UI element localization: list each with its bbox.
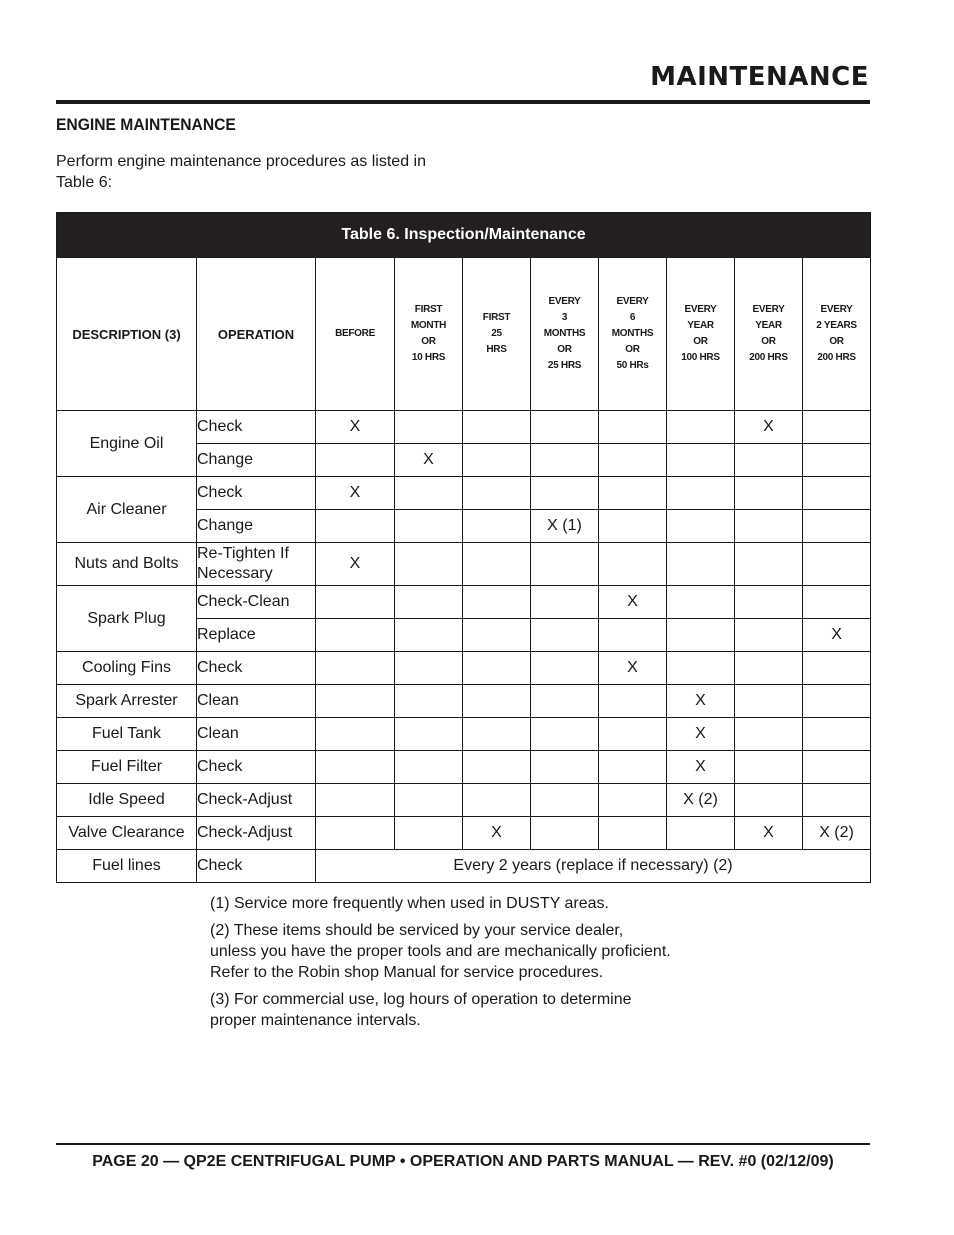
interval-mark xyxy=(463,543,531,586)
footnote xyxy=(210,920,671,983)
footnote-line: Refer to the Robin shop Manual for service procedures. xyxy=(210,964,604,981)
interval-mark: X xyxy=(316,477,395,510)
interval-mark xyxy=(803,784,871,817)
header-line: FIRST xyxy=(482,312,511,323)
table-row xyxy=(57,411,871,444)
interval-mark xyxy=(599,477,667,510)
footnote xyxy=(210,893,671,914)
interval-mark xyxy=(395,685,463,718)
interval-mark xyxy=(667,586,735,619)
row-operation: Check xyxy=(197,411,316,444)
header-line: MONTHS xyxy=(543,328,586,339)
intro-line: Perform engine maintenance procedures as listed in xyxy=(56,153,426,170)
interval-mark xyxy=(531,477,599,510)
header-line: 200 HRS xyxy=(749,352,788,363)
header-line: EVERY xyxy=(548,296,581,307)
interval-mark xyxy=(395,619,463,652)
table-notes xyxy=(210,893,671,1037)
header-line: OR xyxy=(421,336,436,347)
table-caption: Table 6. Inspection/Maintenance xyxy=(57,213,871,258)
interval-mark xyxy=(463,619,531,652)
table-row xyxy=(57,543,871,586)
interval-mark xyxy=(463,751,531,784)
table-row xyxy=(57,751,871,784)
interval-mark: X xyxy=(735,411,803,444)
interval-mark xyxy=(735,784,803,817)
interval-mark xyxy=(667,543,735,586)
interval-mark: X xyxy=(599,652,667,685)
interval-mark xyxy=(599,817,667,850)
interval-mark: X xyxy=(599,586,667,619)
interval-mark xyxy=(803,477,871,510)
interval-mark xyxy=(395,510,463,543)
interval-mark xyxy=(599,751,667,784)
interval-mark xyxy=(599,543,667,586)
interval-mark xyxy=(531,784,599,817)
row-description: Fuel Filter xyxy=(57,751,197,784)
interval-mark xyxy=(735,510,803,543)
header-line: EVERY xyxy=(616,296,649,307)
header-line: 50 HRs xyxy=(616,360,649,371)
column-header-operation: OPERATION xyxy=(197,258,316,411)
interval-mark xyxy=(316,444,395,477)
interval-span-note: Every 2 years (replace if necessary) (2) xyxy=(316,850,871,883)
column-header-interval xyxy=(531,258,599,411)
footer-rule xyxy=(56,1143,870,1145)
interval-mark xyxy=(667,411,735,444)
interval-mark xyxy=(463,444,531,477)
column-header-interval xyxy=(735,258,803,411)
header-line: MONTHS xyxy=(611,328,654,339)
page-title: MAINTENANCE xyxy=(650,62,869,92)
row-description: Spark Plug xyxy=(57,586,197,652)
interval-mark xyxy=(599,718,667,751)
header-line: YEAR xyxy=(687,320,714,331)
row-operation: Clean xyxy=(197,685,316,718)
interval-mark xyxy=(803,685,871,718)
table-row xyxy=(57,817,871,850)
row-operation: Check xyxy=(197,477,316,510)
interval-mark: X xyxy=(667,718,735,751)
interval-mark xyxy=(316,685,395,718)
interval-mark xyxy=(531,619,599,652)
header-line: 10 HRS xyxy=(411,352,446,363)
interval-mark xyxy=(667,817,735,850)
interval-mark xyxy=(531,718,599,751)
header-line: 100 HRS xyxy=(681,352,720,363)
interval-mark: X xyxy=(395,444,463,477)
header-line: 200 HRS xyxy=(817,352,856,363)
intro-line: Table 6: xyxy=(56,174,113,191)
row-operation: Check xyxy=(197,850,316,883)
row-operation: Check-Clean xyxy=(197,586,316,619)
interval-mark xyxy=(803,586,871,619)
interval-mark xyxy=(395,411,463,444)
header-line: 6 xyxy=(629,312,636,323)
interval-mark xyxy=(395,718,463,751)
interval-mark: X xyxy=(735,817,803,850)
row-operation: Change xyxy=(197,510,316,543)
interval-mark xyxy=(735,751,803,784)
interval-mark xyxy=(395,477,463,510)
maintenance-table xyxy=(56,212,871,883)
interval-mark xyxy=(735,477,803,510)
operation-line: Necessary xyxy=(197,565,273,582)
header-line: 2 YEARS xyxy=(816,320,857,331)
column-header-interval xyxy=(395,258,463,411)
interval-mark xyxy=(735,444,803,477)
table-row xyxy=(57,586,871,619)
table-row xyxy=(57,718,871,751)
interval-mark xyxy=(316,784,395,817)
column-header-description: DESCRIPTION (3) xyxy=(57,258,197,411)
operation-line: Re-Tighten If xyxy=(197,545,289,562)
header-line: EVERY xyxy=(684,304,717,315)
row-operation: Check-Adjust xyxy=(197,817,316,850)
row-operation xyxy=(197,543,316,586)
interval-mark xyxy=(803,543,871,586)
interval-mark xyxy=(395,652,463,685)
interval-mark xyxy=(316,817,395,850)
interval-mark xyxy=(735,543,803,586)
row-description: Engine Oil xyxy=(57,411,197,477)
interval-mark: X xyxy=(316,411,395,444)
interval-mark xyxy=(316,751,395,784)
page-footer: PAGE 20 — QP2E CENTRIFUGAL PUMP • OPERATION AND PARTS MANUAL — REV. #0 (02/12/09) xyxy=(92,1153,834,1170)
interval-mark xyxy=(599,685,667,718)
interval-mark: X (1) xyxy=(531,510,599,543)
interval-mark: X xyxy=(803,619,871,652)
interval-mark xyxy=(735,685,803,718)
row-description: Air Cleaner xyxy=(57,477,197,543)
interval-mark xyxy=(316,652,395,685)
interval-mark xyxy=(463,411,531,444)
interval-mark xyxy=(395,543,463,586)
header-line: 3 xyxy=(561,312,568,323)
header-line: OR xyxy=(557,344,572,355)
row-operation: Check xyxy=(197,652,316,685)
footnote-line: (1) Service more frequently when used in DUSTY areas. xyxy=(210,895,609,912)
interval-mark xyxy=(803,444,871,477)
header-rule xyxy=(56,100,870,104)
interval-mark xyxy=(463,784,531,817)
header-line: OR xyxy=(761,336,776,347)
interval-mark xyxy=(531,444,599,477)
row-operation: Change xyxy=(197,444,316,477)
row-description: Valve Clearance xyxy=(57,817,197,850)
column-header-interval xyxy=(599,258,667,411)
header-line: OR xyxy=(829,336,844,347)
interval-mark xyxy=(531,751,599,784)
header-line: EVERY xyxy=(752,304,785,315)
interval-mark xyxy=(463,718,531,751)
column-header-interval xyxy=(803,258,871,411)
footnote-line: (2) These items should be serviced by your service dealer, xyxy=(210,922,624,939)
interval-mark xyxy=(599,784,667,817)
interval-mark xyxy=(803,510,871,543)
column-header-interval xyxy=(463,258,531,411)
table-row xyxy=(57,652,871,685)
interval-mark: X (2) xyxy=(803,817,871,850)
row-description: Fuel Tank xyxy=(57,718,197,751)
table-row xyxy=(57,477,871,510)
row-operation: Check-Adjust xyxy=(197,784,316,817)
interval-mark: X xyxy=(667,751,735,784)
row-operation: Clean xyxy=(197,718,316,751)
interval-mark xyxy=(463,652,531,685)
interval-mark xyxy=(667,477,735,510)
interval-mark xyxy=(599,411,667,444)
interval-mark xyxy=(599,619,667,652)
column-header-interval xyxy=(316,258,395,411)
row-operation: Replace xyxy=(197,619,316,652)
row-operation: Check xyxy=(197,751,316,784)
header-line: YEAR xyxy=(755,320,782,331)
row-description: Cooling Fins xyxy=(57,652,197,685)
interval-mark xyxy=(531,586,599,619)
interval-mark xyxy=(599,444,667,477)
footnote-line: proper maintenance intervals. xyxy=(210,1012,421,1029)
interval-mark xyxy=(395,817,463,850)
header-line: HRS xyxy=(486,344,507,355)
interval-mark xyxy=(735,619,803,652)
header-line: 25 xyxy=(491,328,502,339)
header-line: EVERY xyxy=(820,304,853,315)
interval-mark xyxy=(667,619,735,652)
interval-mark: X xyxy=(667,685,735,718)
interval-mark xyxy=(803,751,871,784)
interval-mark xyxy=(316,718,395,751)
interval-mark xyxy=(531,543,599,586)
footnote-line: unless you have the proper tools and are mechanically proficient. xyxy=(210,943,671,960)
interval-mark xyxy=(531,411,599,444)
interval-mark xyxy=(803,652,871,685)
row-description: Nuts and Bolts xyxy=(57,543,197,586)
interval-mark xyxy=(803,411,871,444)
interval-mark xyxy=(316,586,395,619)
table-row xyxy=(57,685,871,718)
interval-mark xyxy=(667,652,735,685)
header-line: OR xyxy=(625,344,640,355)
header-line: FIRST xyxy=(414,304,443,315)
interval-mark xyxy=(531,817,599,850)
table-row xyxy=(57,850,871,883)
table-row xyxy=(57,784,871,817)
interval-mark xyxy=(395,751,463,784)
interval-mark xyxy=(531,652,599,685)
header-line: OR xyxy=(693,336,708,347)
column-header-interval xyxy=(667,258,735,411)
interval-mark: X xyxy=(316,543,395,586)
interval-mark xyxy=(316,510,395,543)
section-heading: ENGINE MAINTENANCE xyxy=(56,115,236,134)
interval-mark xyxy=(463,477,531,510)
interval-mark xyxy=(395,586,463,619)
footnote-line: (3) For commercial use, log hours of operation to determine xyxy=(210,991,632,1008)
footnote xyxy=(210,989,671,1031)
intro-paragraph xyxy=(56,151,444,193)
interval-mark xyxy=(395,784,463,817)
interval-mark xyxy=(531,685,599,718)
interval-mark xyxy=(599,510,667,543)
row-description: Spark Arrester xyxy=(57,685,197,718)
row-description: Idle Speed xyxy=(57,784,197,817)
interval-mark: X xyxy=(463,817,531,850)
interval-mark: X (2) xyxy=(667,784,735,817)
interval-mark xyxy=(463,685,531,718)
interval-mark xyxy=(316,619,395,652)
header-line: 25 HRS xyxy=(547,360,582,371)
interval-mark xyxy=(735,586,803,619)
interval-mark xyxy=(463,510,531,543)
interval-mark xyxy=(667,510,735,543)
row-description: Fuel lines xyxy=(57,850,197,883)
interval-mark xyxy=(735,652,803,685)
header-line: BEFORE xyxy=(335,328,375,339)
header-line: MONTH xyxy=(410,320,447,331)
interval-mark xyxy=(735,718,803,751)
interval-mark xyxy=(463,586,531,619)
interval-mark xyxy=(803,718,871,751)
interval-mark xyxy=(667,444,735,477)
